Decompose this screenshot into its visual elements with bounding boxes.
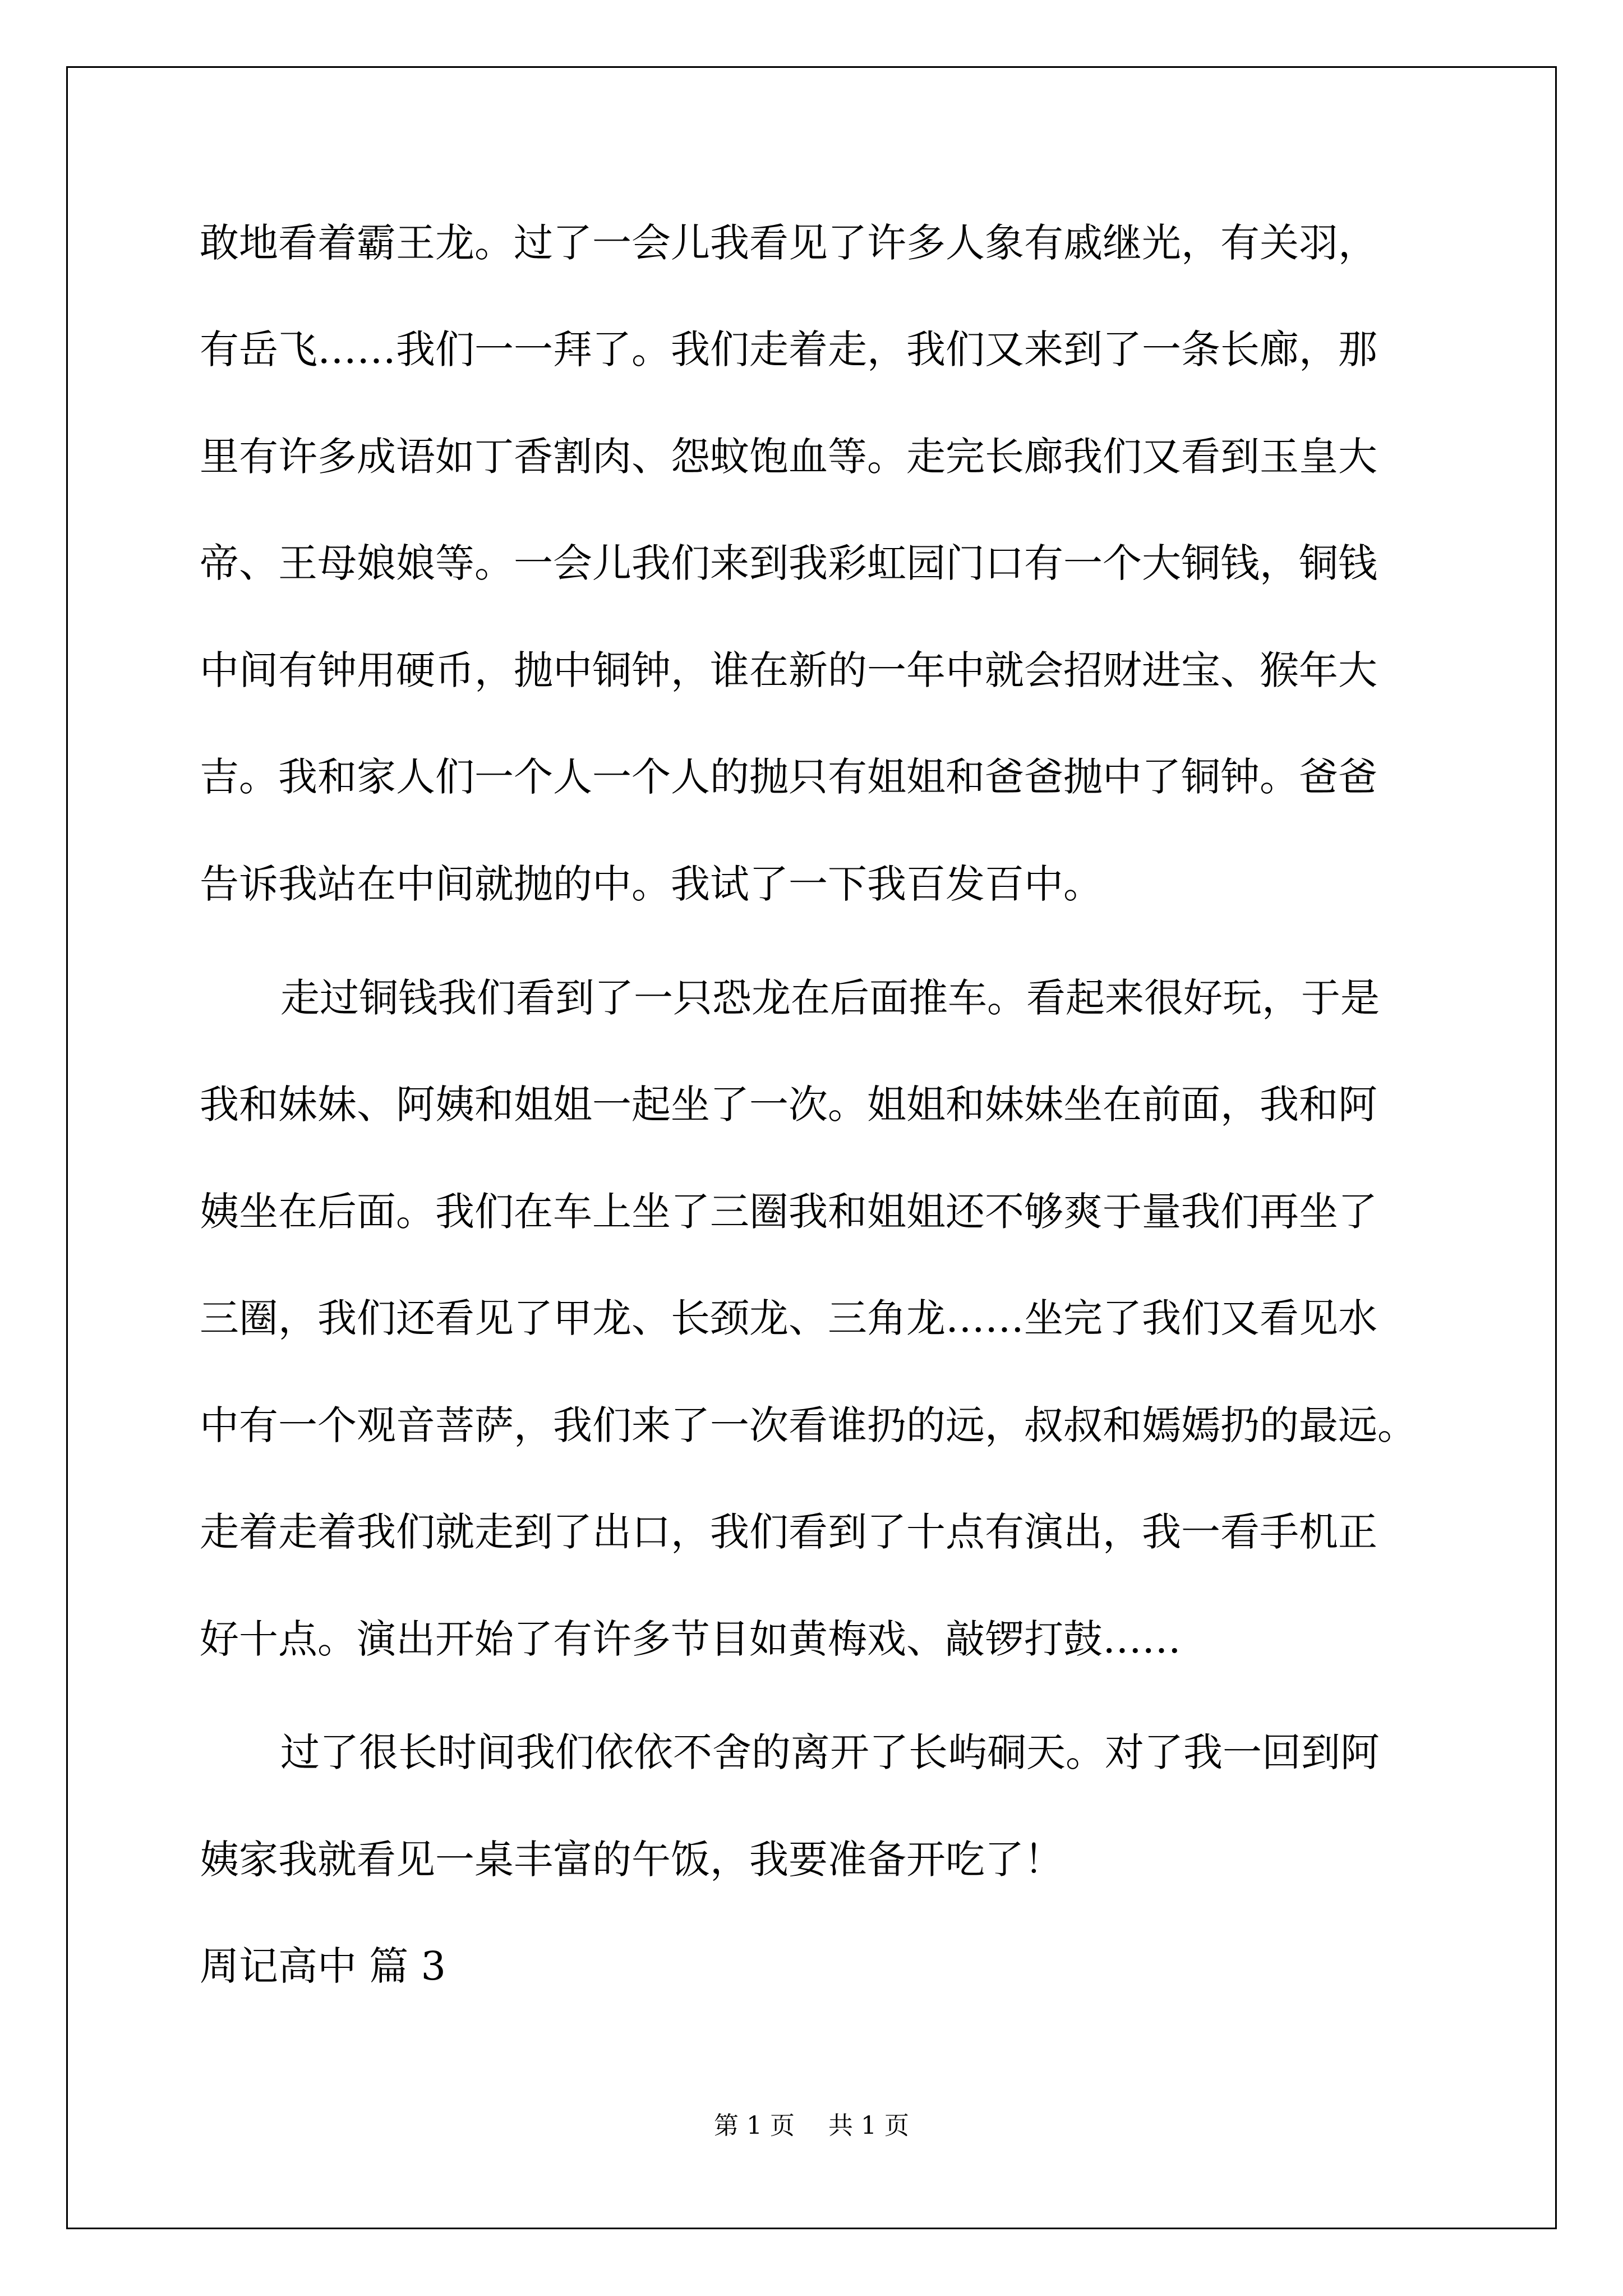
text-line: 姨家我就看见一桌丰富的午饭，我要准备开吃了！ xyxy=(200,1837,1063,1883)
text-line: 我和妹妹、阿姨和姐姐一起坐了一次。姐姐和妹妹坐在前面，我和阿 xyxy=(200,1082,1377,1128)
page-total: 共 1 页 xyxy=(828,2111,909,2140)
text-line: 中间有钟用硬币，抛中铜钟，谁在新的一年中就会招财进宝、猴年大 xyxy=(200,647,1377,693)
paragraph-start-line: 走过铜钱我们看到了一只恐龙在后面推车。看起来很好玩，于是 xyxy=(280,975,1380,1021)
text-line: 帝、王母娘娘等。一会儿我们来到我彩虹园门口有一个大铜钱，铜钱 xyxy=(200,540,1377,586)
text-line: 走着走着我们就走到了出口，我们看到了十点有演出，我一看手机正 xyxy=(200,1509,1377,1555)
text-line: 中有一个观音菩萨，我们来了一次看谁扔的远，叔叔和嫣嫣扔的最远。 xyxy=(200,1402,1417,1448)
text-line: 有岳飞……我们一一拜了。我们走着走，我们又来到了一条长廊，那 xyxy=(200,326,1377,372)
text-line: 告诉我站在中间就抛的中。我试了一下我百发百中。 xyxy=(200,861,1103,907)
page-border xyxy=(66,66,1557,2229)
text-line: 里有许多成语如丁香割肉、怨蚊饱血等。走完长廊我们又看到玉皇大 xyxy=(200,434,1377,480)
paragraph-start-line: 过了很长时间我们依依不舍的离开了长屿硐天。对了我一回到阿 xyxy=(280,1729,1380,1775)
text-line: 三圈，我们还看见了甲龙、长颈龙、三角龙……坐完了我们又看见水 xyxy=(200,1295,1377,1341)
page-number: 第 1 页 xyxy=(714,2111,795,2140)
page-footer xyxy=(0,2109,1623,2143)
text-line: 敢地看着霸王龙。过了一会儿我看见了许多人象有戚继光，有关羽， xyxy=(200,220,1377,266)
text-line: 好十点。演出开始了有许多节目如黄梅戏、敲锣打鼓…… xyxy=(200,1616,1181,1662)
text-line: 吉。我和家人们一个人一个人的抛只有姐姐和爸爸抛中了铜钟。爸爸 xyxy=(200,754,1377,800)
text-line: 姨坐在后面。我们在车上坐了三圈我和姐姐还不够爽于量我们再坐了 xyxy=(200,1189,1377,1235)
section-heading: 周记高中 篇 3 xyxy=(200,1943,446,1989)
